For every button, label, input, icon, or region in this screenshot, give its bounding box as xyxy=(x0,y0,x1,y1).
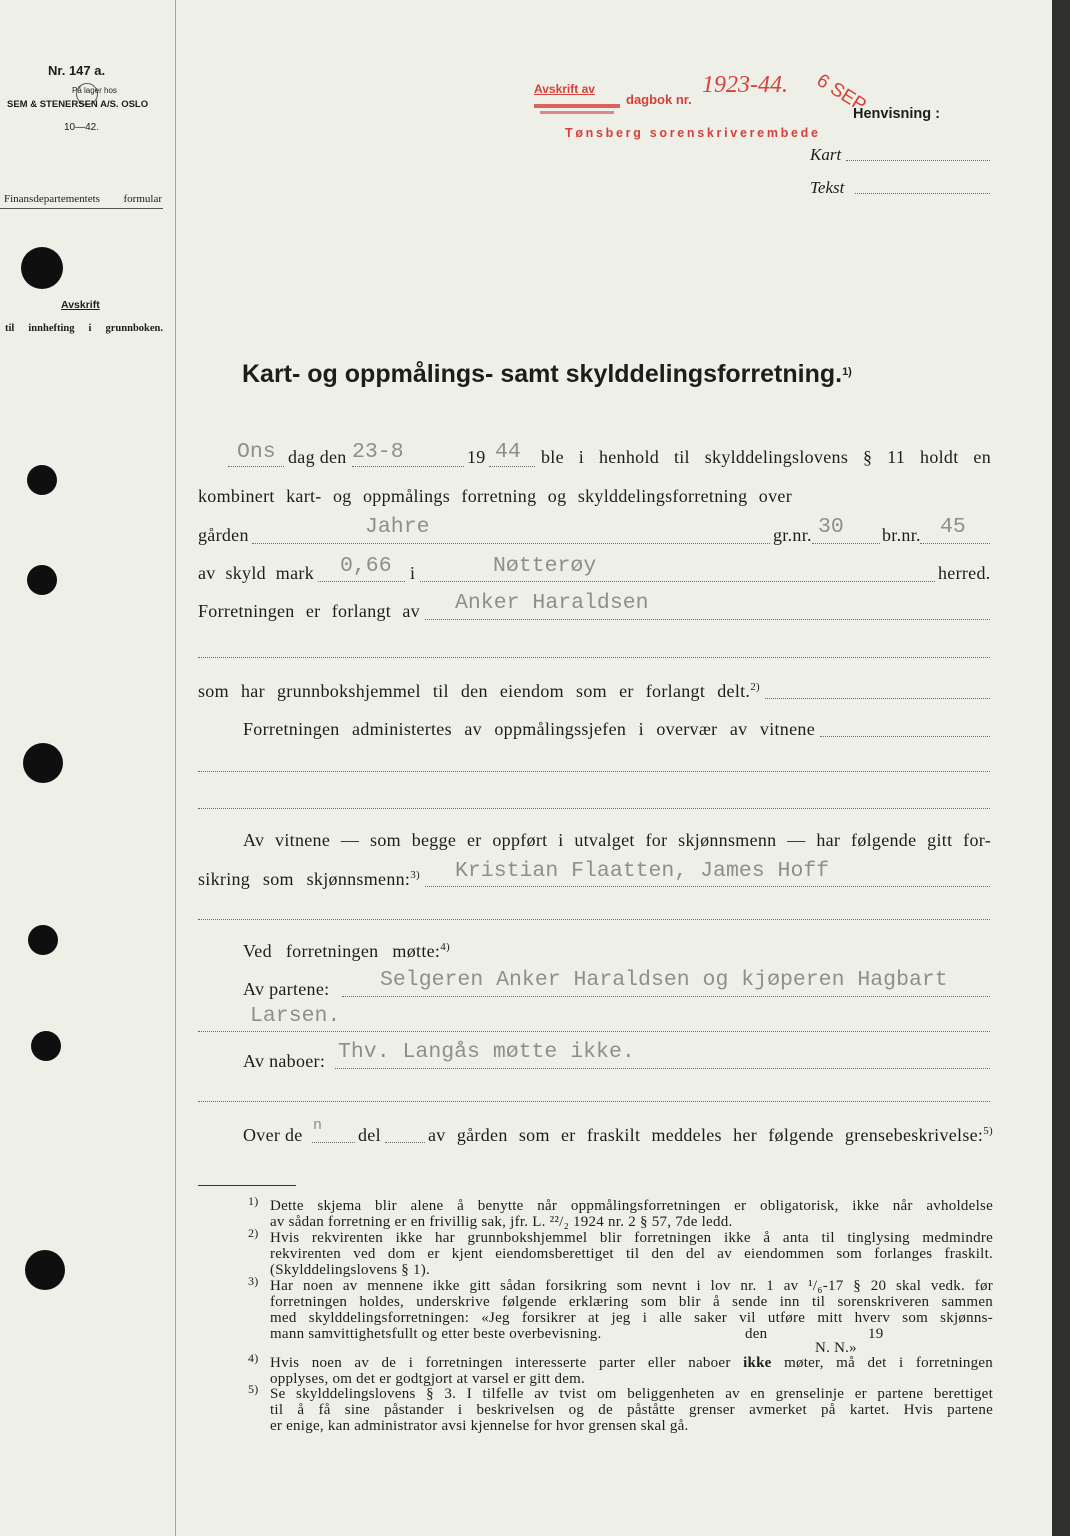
page-title-text: Kart- og oppmålings- samt skylddelingsforretning. xyxy=(242,360,843,388)
footnote-line: rekvirenten ved dom er kjent eiendomsberettiget til den del av eiendommen som forlanges fraskilt. xyxy=(270,1246,993,1262)
page-title-note: 1) xyxy=(842,366,852,378)
footnote-line: Dette skjema blir alene å benytte når oppmålingsforretningen er obligatorisk, ikke når avholdelse xyxy=(270,1198,993,1214)
title-line-note: 2) xyxy=(750,681,760,693)
stamp-copy-of: Avskrift av xyxy=(534,82,595,96)
footnote-text: Hvis noen av de i forretningen interesserte parter eller naboer xyxy=(270,1355,731,1371)
footnote-marker: 1) xyxy=(248,1194,259,1208)
skyld-value: 0,66 xyxy=(340,554,392,578)
punch-hole xyxy=(23,743,63,783)
stamp-strikeout xyxy=(534,104,620,108)
witness-line: Av vitnene — som begge er oppført i utvalget for skjønnsmenn — har følgende gitt for- xyxy=(243,830,991,850)
stamp-journal-label: dagbok nr. xyxy=(626,92,692,107)
footnote-line: med skylddelingsforretningen: «Jeg forsikrer at jeg i alle saker vil utføre mitt hverv som skjønns- xyxy=(270,1310,993,1326)
year-line xyxy=(489,466,535,467)
footnote-date-label: den xyxy=(745,1326,768,1342)
in-label: i xyxy=(410,563,416,583)
footnote-3 xyxy=(248,1274,268,1295)
scan-edge xyxy=(1052,0,1070,1536)
neighbours-label: Av naboer: xyxy=(243,1051,326,1071)
footnote-2 xyxy=(248,1226,268,1247)
reference-text-line xyxy=(855,193,990,194)
punch-hole xyxy=(21,247,63,289)
year-prefix: 19 xyxy=(467,447,486,467)
punch-hole xyxy=(27,565,57,595)
copy-note: til innhefting i grunnboken. xyxy=(5,323,163,334)
attended-label-text: Ved forretningen møtte: xyxy=(243,941,441,961)
footnote-marker: 4) xyxy=(248,1351,259,1365)
requested-line xyxy=(425,619,990,620)
farm-label: gården xyxy=(198,525,249,545)
stamp-received-date: 6 SEP xyxy=(812,70,870,117)
skyld-label: av skyld mark xyxy=(198,563,314,583)
footnote-marker: 2) xyxy=(248,1226,259,1240)
footnote-rule xyxy=(198,1185,296,1186)
footnote-line: Har noen av mennene ikke gitt sådan forsikring som nevnt i lov nr. 1 av ¹/₆-17 § 20 skal vedk. før xyxy=(270,1278,993,1294)
margin-rule xyxy=(175,0,176,1536)
title-line xyxy=(198,680,760,702)
day-label: dag den xyxy=(288,447,347,467)
blank-line xyxy=(198,808,990,809)
attended-label xyxy=(243,940,450,962)
neighbours-value: Thv. Langås møtte ikke. xyxy=(338,1040,635,1064)
boundary-line-text: av gården som er fraskilt meddeles her følgende grensebeskrivelse: xyxy=(428,1125,984,1145)
punch-hole xyxy=(25,1250,65,1290)
copy-label: Avskrift xyxy=(61,299,100,311)
ministry-form: Finansdepartementets formular xyxy=(4,193,162,205)
footnote-line: forretningen holdes, underskrive følgende erklæring som blir å sende inn til sorenskriveren sammen xyxy=(270,1294,993,1310)
stamp-strikeout xyxy=(540,111,614,114)
requested-value: Anker Haraldsen xyxy=(455,591,649,615)
over-label: Over de xyxy=(243,1125,303,1145)
del-label: del xyxy=(358,1125,381,1145)
reference-text-label: Tekst xyxy=(810,178,845,197)
footnote-line: Hvis rekvirenten ikke har grunnbokshjemmel blir forretningen ikke å anta til tinglysing medmindre xyxy=(270,1230,993,1246)
witness-value: Kristian Flaatten, James Hoff xyxy=(455,859,830,883)
printer-note: På lager hos xyxy=(72,86,117,95)
blank-line xyxy=(198,657,990,658)
footnote-line: til å få sine påstander i beskrivelsen og de påståtte grenser avmerket på kartet. Hvis partene xyxy=(270,1402,993,1418)
date-value: 23-8 xyxy=(352,440,404,464)
date-line xyxy=(352,466,464,467)
blank-line xyxy=(198,771,990,772)
parties-dots xyxy=(342,996,990,997)
admin-line: Forretningen administertes av oppmålingssjefen i overvær av vitnene xyxy=(243,719,815,739)
witness-label-note: 3) xyxy=(410,869,420,881)
parties-value-1: Selgeren Anker Haraldsen og kjøperen Hagbart xyxy=(380,968,948,992)
line2: kombinert kart- og oppmålings forretning og skylddelingsforretning over xyxy=(198,486,792,506)
bnr-label: br.nr. xyxy=(882,525,921,545)
footnote-line: av sådan forretning er en frivillig sak, jfr. L. ²²/₂ 1924 nr. 2 § 57, 7de ledd. xyxy=(270,1214,733,1230)
punch-hole xyxy=(31,1031,61,1061)
footnote-text: møter, må det i forretningen xyxy=(784,1355,994,1371)
over-value: n xyxy=(313,1117,323,1134)
footnote-marker: 5) xyxy=(248,1382,259,1396)
boundary-line-note: 5) xyxy=(983,1125,993,1137)
witness-label xyxy=(198,868,420,890)
municipality-line xyxy=(420,581,935,582)
bnr-value: 45 xyxy=(940,515,966,539)
reference-map-line xyxy=(846,160,990,161)
blank-line xyxy=(198,1101,990,1102)
footnote-line: (Skylddelingslovens § 1). xyxy=(270,1262,430,1278)
footnote-line: opplyses, om det er godtgjort at varsel er gitt dem. xyxy=(270,1371,586,1387)
footnote-line: er enige, kan administrator avsi kjennelse for hvor grensen skal gå. xyxy=(270,1418,689,1434)
gnr-label: gr.nr. xyxy=(773,525,812,545)
witness-label-text: sikring som skjønnsmenn: xyxy=(198,869,411,889)
footnote-bold-text: ikke xyxy=(743,1355,772,1371)
stamp-office: Tønsberg sorenskriverembede xyxy=(565,126,821,140)
line1-rest: ble i henhold til skylddelingslovens § 11 holdt en xyxy=(541,447,991,467)
punch-hole xyxy=(27,465,57,495)
boundary-line xyxy=(428,1124,993,1146)
form-number: Nr. 147 a. xyxy=(48,63,106,78)
title-line-text: som har grunnbokshjemmel til den eiendom som er forlangt delt. xyxy=(198,681,751,701)
footnote-4 xyxy=(248,1351,268,1372)
parties-label: Av partene: xyxy=(243,979,330,999)
attended-label-note: 4) xyxy=(440,941,450,953)
footnote-line: mann samvittighetsfullt og etter beste overbevisning. xyxy=(270,1326,602,1342)
printer-name: SEM & STENERSEN A/S. OSLO xyxy=(7,99,149,110)
herred-label: herred. xyxy=(938,563,991,583)
parties-value-2: Larsen. xyxy=(250,1004,341,1028)
del-dots xyxy=(385,1142,425,1143)
parties-dots-2 xyxy=(198,1031,990,1032)
footnote-marker: 3) xyxy=(248,1274,259,1288)
reference-heading: Henvisning : xyxy=(853,106,941,122)
reference-map-label: Kart xyxy=(810,145,842,164)
witness-dots xyxy=(425,886,990,887)
page-title xyxy=(242,359,852,389)
title-line-dots xyxy=(765,698,990,699)
day-value: Ons xyxy=(237,440,276,464)
requested-label: Forretningen er forlangt av xyxy=(198,601,420,621)
admin-line-dots xyxy=(820,736,990,737)
footnote-5 xyxy=(248,1382,268,1403)
neighbours-dots xyxy=(335,1068,990,1069)
ministry-rule xyxy=(0,208,163,209)
gnr-value: 30 xyxy=(818,515,844,539)
footnote-year-prefix: 19 xyxy=(868,1326,884,1342)
punch-hole xyxy=(28,925,58,955)
day-line xyxy=(228,466,284,467)
year-value: 44 xyxy=(495,440,521,464)
gnr-line xyxy=(812,543,880,544)
print-date: 10—42. xyxy=(64,122,100,133)
farm-line xyxy=(252,543,770,544)
footnote-line: Se skylddelingslovens § 3. I tilfelle av tvist om beliggenheten av en grenselinje er partene berettiget xyxy=(270,1386,993,1402)
skyld-line xyxy=(318,581,405,582)
bnr-line xyxy=(920,543,990,544)
stamp-journal-number: 1923-44. xyxy=(702,72,788,98)
municipality-value: Nøtterøy xyxy=(493,554,597,578)
over-dots xyxy=(312,1142,355,1143)
farm-value: Jahre xyxy=(365,515,430,539)
footnote-signature: N. N.» xyxy=(815,1340,857,1356)
blank-line xyxy=(198,919,990,920)
